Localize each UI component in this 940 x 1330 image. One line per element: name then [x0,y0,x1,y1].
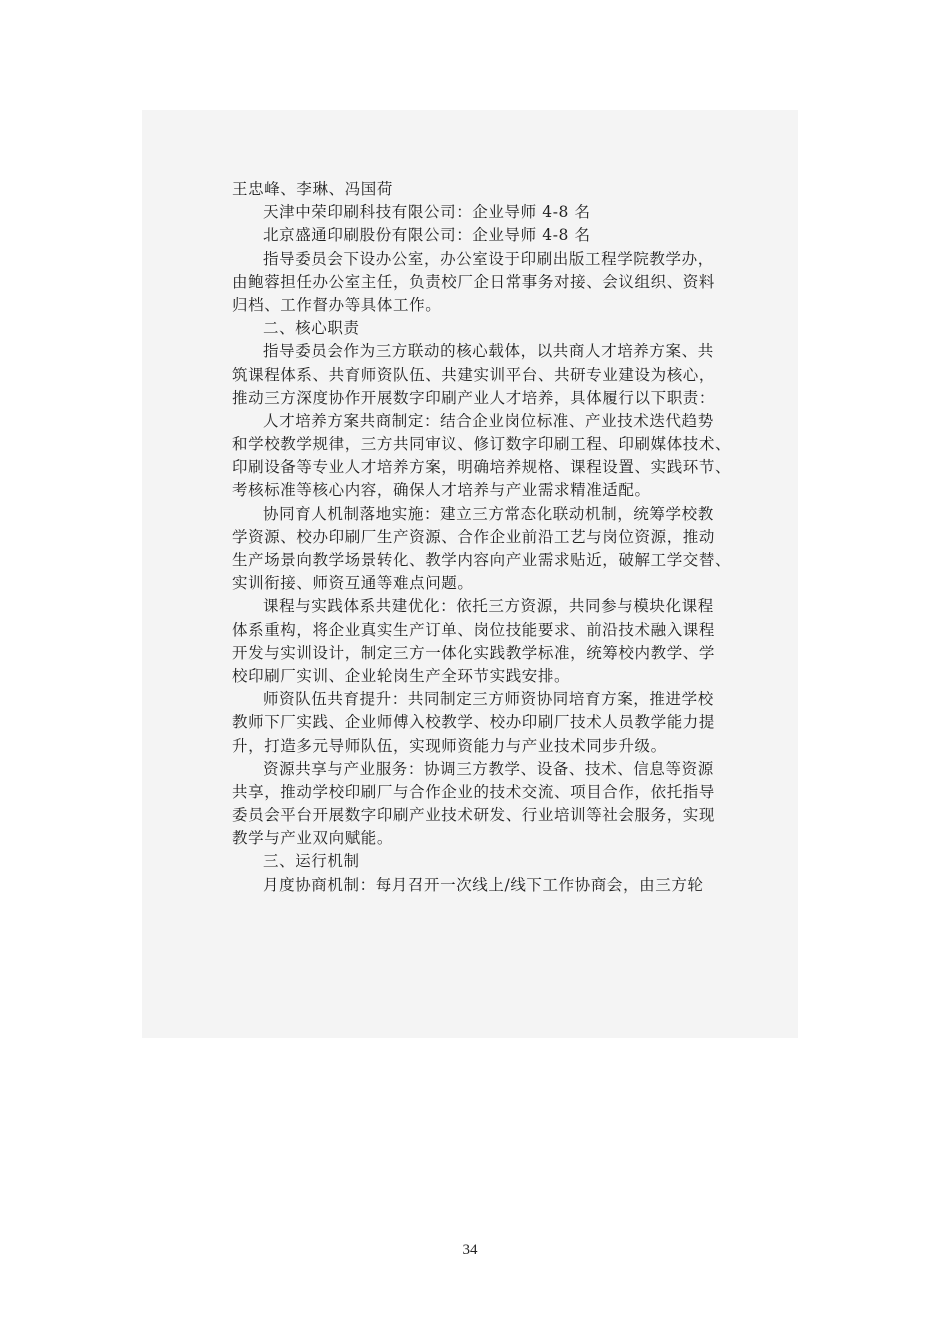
text-line: 筑课程体系、共育师资队伍、共建实训平台、共研专业建设为核心， [232,365,716,384]
text-line: 考核标准等核心内容，确保人才培养与产业需求精准适配。 [232,481,651,500]
text-line: 三、运行机制 [263,852,360,871]
text-line: 天津中荣印刷科技有限公司：企业导师 4-8 名 [263,203,591,222]
text-line: 校印刷厂实训、企业轮岗生产全环节实践安排。 [232,666,571,685]
page-number: 34 [462,1242,478,1258]
text-line: 印刷设备等专业人才培养方案，明确培养规格、课程设置、实践环节、 [232,458,732,477]
text-line: 学资源、校办印刷厂生产资源、合作企业前沿工艺与岗位资源，推动 [232,527,716,546]
text-line: 人才培养方案共商制定：结合企业岗位标准、产业技术迭代趋势 [263,411,714,430]
text-line: 协同育人机制落地实施：建立三方常态化联动机制，统筹学校教 [263,504,714,523]
text-line: 课程与实践体系共建优化：依托三方资源，共同参与模块化课程 [263,597,714,616]
text-line: 教师下厂实践、企业师傅入校教学、校办印刷厂技术人员教学能力提 [232,713,716,732]
text-line: 开发与实训设计，制定三方一体化实践教学标准，统筹校内教学、学 [232,643,716,662]
text-line: 和学校教学规律，三方共同审议、修订数字印刷工程、印刷媒体技术、 [232,435,732,454]
document-body [232,178,732,897]
text-line: 王忠峰、李琳、冯国荷 [232,180,394,198]
text-line: 指导委员会下设办公室，办公室设于印刷出版工程学院教学办， [263,249,714,268]
text-line: 归档、工作督办等具体工作。 [232,295,442,314]
text-line: 教学与产业双向赋能。 [232,829,394,848]
text-line: 北京盛通印刷股份有限公司：企业导师 4-8 名 [263,226,591,245]
text-line: 由鲍蓉担任办公室主任，负责校厂企日常事务对接、会议组织、资料 [232,272,716,291]
text-line: 实训衔接、师资互通等难点问题。 [232,574,474,593]
text-line: 委员会平台开展数字印刷产业技术研发、行业培训等社会服务，实现 [232,806,716,825]
text-line: 推动三方深度协作开展数字印刷产业人才培养，具体履行以下职责： [232,388,716,407]
text-line: 体系重构，将企业真实生产订单、岗位技能要求、前沿技术融入课程 [232,620,716,639]
text-line: 师资队伍共育提升：共同制定三方师资协同培育方案，推进学校 [263,690,714,709]
text-line: 指导委员会作为三方联动的核心载体，以共商人才培养方案、共 [263,342,714,361]
text-line: 二、核心职责 [263,319,360,338]
text-line: 升，打造多元导师队伍，实现师资能力与产业技术同步升级。 [232,736,667,755]
text-line: 资源共享与产业服务：协调三方教学、设备、技术、信息等资源 [263,759,714,778]
text-line: 生产场景向教学场景转化、教学内容向产业需求贴近，破解工学交替、 [232,551,732,569]
text-line: 月度协商机制：每月召开一次线上/线下工作协商会，由三方轮 [263,875,704,894]
text-line: 共享，推动学校印刷厂与合作企业的技术交流、项目合作，依托指导 [232,782,716,801]
